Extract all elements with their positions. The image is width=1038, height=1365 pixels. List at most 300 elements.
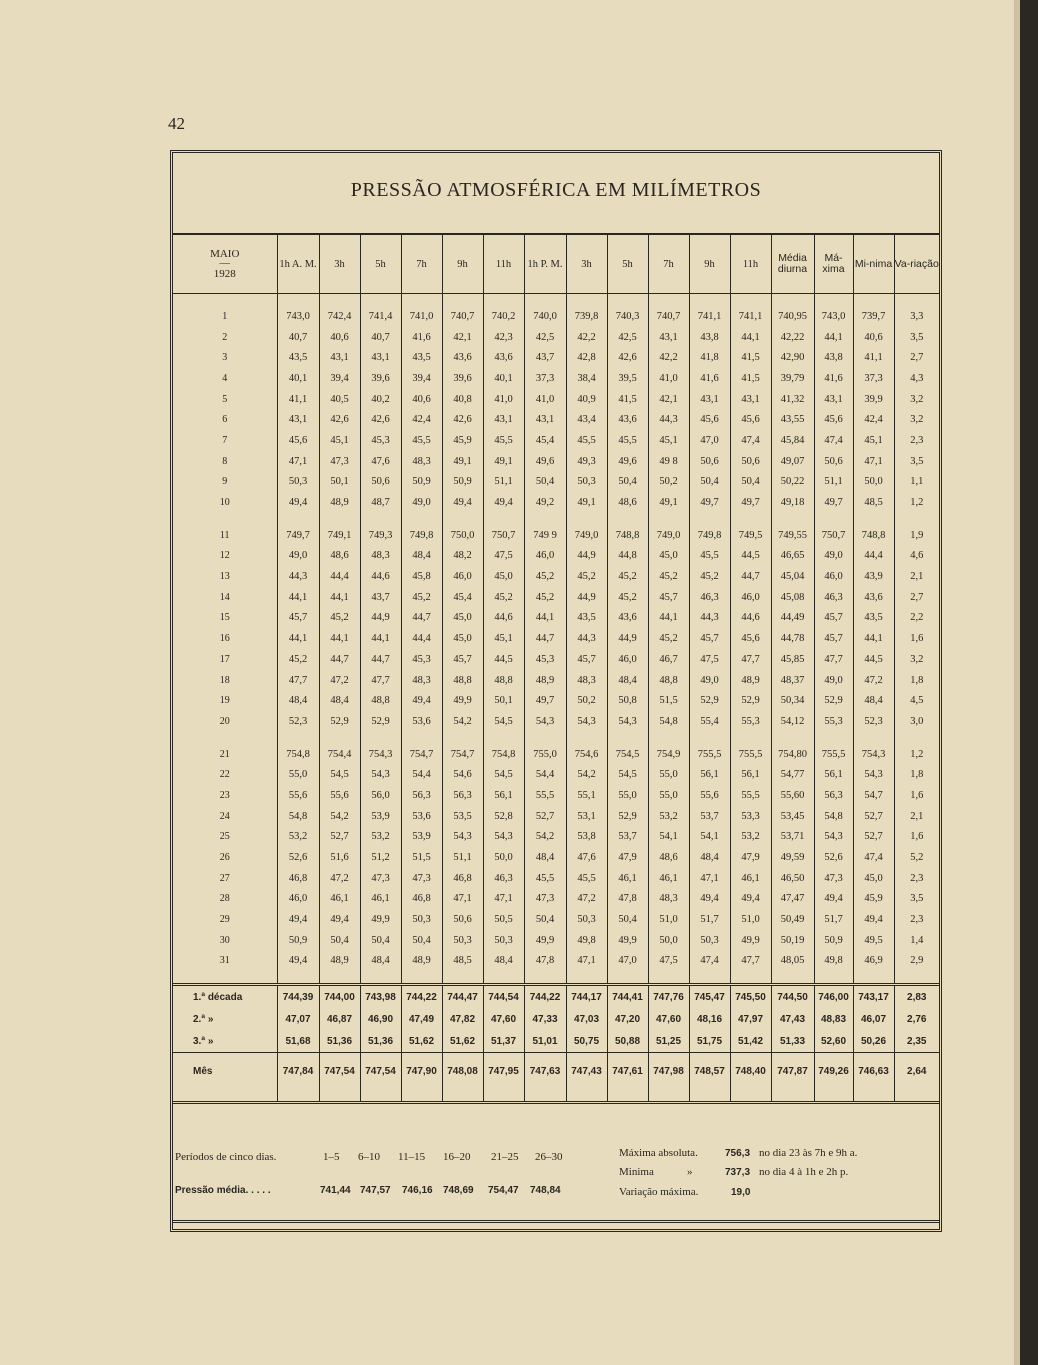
page-number: 42 [168, 114, 185, 133]
day-row [173, 806, 939, 827]
value-cell: 48,9 [401, 951, 442, 972]
value-cell: 48,4 [689, 847, 730, 868]
value-cell: 52,60 [814, 1030, 853, 1053]
value-cell: 48,9 [524, 670, 566, 691]
period-item: 26–30 [535, 1151, 563, 1163]
row-label: 11 [219, 529, 230, 541]
value-cell: 45,2 [524, 587, 566, 608]
pressure-mean-value: 754,47 [488, 1185, 519, 1196]
row-label: 5 [222, 393, 228, 405]
value-cell: 49,1 [442, 451, 483, 472]
value-cell: 45,7 [689, 628, 730, 649]
value-cell: 50,4 [401, 930, 442, 951]
value-cell: 45,1 [853, 430, 894, 451]
value-cell: 45,1 [483, 628, 524, 649]
value-cell: 46,0 [814, 566, 853, 587]
value-cell: 45,5 [689, 546, 730, 567]
value-cell: 46,0 [730, 587, 771, 608]
value-cell [401, 732, 442, 744]
value-cell: 49,9 [607, 930, 648, 951]
value-cell: 748,08 [442, 1053, 483, 1090]
value-cell: 50,6 [360, 472, 401, 493]
day-row [173, 546, 939, 567]
value-cell: 42,1 [442, 327, 483, 348]
value-cell: 54,3 [566, 711, 607, 732]
value-cell: 740,0 [524, 306, 566, 327]
value-cell: 39,6 [360, 368, 401, 389]
value-cell [814, 971, 853, 985]
value-cell: 43,55 [771, 409, 814, 430]
value-cell: 744,22 [401, 985, 442, 1009]
value-cell: 49,8 [814, 951, 853, 972]
value-cell: 48,5 [853, 492, 894, 513]
value-cell [277, 1089, 319, 1103]
value-cell: 37,3 [853, 368, 894, 389]
value-cell: 49,0 [277, 546, 319, 567]
hour-header: 7h [648, 235, 689, 294]
hour-header: 3h [319, 235, 360, 294]
value-cell: 40,1 [483, 368, 524, 389]
value-cell [730, 732, 771, 744]
value-cell [730, 513, 771, 525]
pressure-mean-label: Pressão média. . . . . [175, 1185, 271, 1196]
value-cell [319, 732, 360, 744]
decade-row [173, 1030, 939, 1053]
value-cell: 1,6 [894, 827, 939, 848]
value-cell: 743,0 [277, 306, 319, 327]
value-cell: 49,1 [648, 492, 689, 513]
value-cell: 53,2 [648, 806, 689, 827]
value-cell: 50,4 [689, 472, 730, 493]
value-cell: 1,2 [894, 492, 939, 513]
row-label: 1.ª década [173, 985, 277, 1009]
value-cell: 43,6 [607, 409, 648, 430]
value-cell: 44,6 [483, 608, 524, 629]
day-row [173, 409, 939, 430]
value-cell: 3,5 [894, 889, 939, 910]
value-cell: 55,5 [524, 785, 566, 806]
value-cell: 45,6 [277, 430, 319, 451]
value-cell [814, 732, 853, 744]
value-cell: 54,8 [277, 806, 319, 827]
value-cell: 43,1 [483, 409, 524, 430]
value-cell: 747,61 [607, 1053, 648, 1090]
min-ditto: » [687, 1166, 693, 1178]
value-cell [607, 294, 648, 307]
day-row [173, 744, 939, 765]
day-row [173, 368, 939, 389]
value-cell: 747,76 [648, 985, 689, 1009]
value-cell: 47,2 [319, 868, 360, 889]
value-cell [483, 294, 524, 307]
value-cell: 41,32 [771, 389, 814, 410]
value-cell: 44,5 [853, 649, 894, 670]
value-cell: 44,1 [730, 327, 771, 348]
value-cell: 50,88 [607, 1030, 648, 1053]
day-row [173, 587, 939, 608]
value-cell: 48,9 [319, 492, 360, 513]
value-cell: 52,3 [277, 711, 319, 732]
value-cell: 49,7 [730, 492, 771, 513]
value-cell: 45,7 [814, 608, 853, 629]
value-cell: 55,1 [566, 785, 607, 806]
value-cell: 46,0 [524, 546, 566, 567]
value-cell: 50,4 [524, 909, 566, 930]
value-cell: 47,43 [771, 1008, 814, 1030]
value-cell: 43,1 [319, 347, 360, 368]
value-cell: 43,6 [442, 347, 483, 368]
value-cell: 44,1 [360, 628, 401, 649]
value-cell: 47,0 [689, 430, 730, 451]
value-cell: 45,2 [524, 566, 566, 587]
value-cell [442, 732, 483, 744]
max-abs-value: 756,3 [725, 1148, 751, 1159]
value-cell: 50,6 [814, 451, 853, 472]
value-cell: 52,9 [607, 806, 648, 827]
value-cell: 740,7 [442, 306, 483, 327]
value-cell: 54,4 [401, 764, 442, 785]
spacer-row [173, 294, 939, 307]
value-cell: 46,07 [853, 1008, 894, 1030]
value-cell: 40,2 [360, 389, 401, 410]
row-label [173, 294, 277, 307]
value-cell: 47,47 [771, 889, 814, 910]
value-cell [319, 513, 360, 525]
value-cell: 42,5 [524, 327, 566, 348]
value-cell: 40,9 [566, 389, 607, 410]
row-label: 3.ª » [193, 1035, 214, 1047]
value-cell: 754,6 [566, 744, 607, 765]
value-cell: 45,4 [442, 587, 483, 608]
value-cell: 50,2 [648, 472, 689, 493]
value-cell: 46,1 [730, 868, 771, 889]
value-cell: 49,4 [401, 690, 442, 711]
value-cell: 41,6 [814, 368, 853, 389]
value-cell: 49,7 [689, 492, 730, 513]
value-cell: 754,5 [607, 744, 648, 765]
value-cell [689, 294, 730, 307]
value-cell: 3,5 [894, 451, 939, 472]
value-cell: 43,1 [648, 327, 689, 348]
value-cell: 754,7 [401, 744, 442, 765]
value-cell: 45,7 [648, 587, 689, 608]
value-cell: 44,7 [730, 566, 771, 587]
value-cell [689, 732, 730, 744]
value-cell [648, 513, 689, 525]
value-cell: 750,7 [483, 525, 524, 546]
value-cell: 50,9 [401, 472, 442, 493]
day-row [173, 628, 939, 649]
row-label: 20 [219, 715, 230, 727]
value-cell: 43,5 [277, 347, 319, 368]
value-cell: 47,0 [607, 951, 648, 972]
value-cell: 52,9 [689, 690, 730, 711]
value-cell: 46,8 [401, 889, 442, 910]
value-cell: 48,8 [360, 690, 401, 711]
value-cell: 46,0 [607, 649, 648, 670]
value-cell: 42,4 [401, 409, 442, 430]
value-cell: 40,1 [277, 368, 319, 389]
value-cell: 49,0 [814, 546, 853, 567]
value-cell: 49,1 [566, 492, 607, 513]
value-cell: 45,6 [689, 409, 730, 430]
value-cell: 42,22 [771, 327, 814, 348]
value-cell: 45,5 [524, 868, 566, 889]
value-cell: 44,1 [814, 327, 853, 348]
value-cell: 54,1 [648, 827, 689, 848]
period-item: 6–10 [358, 1151, 380, 1163]
value-cell: 56,3 [401, 785, 442, 806]
hour-header: 3h [566, 235, 607, 294]
value-cell: 42,4 [853, 409, 894, 430]
value-cell [566, 294, 607, 307]
value-cell: 39,6 [442, 368, 483, 389]
value-cell: 747,54 [319, 1053, 360, 1090]
value-cell [689, 1089, 730, 1103]
value-cell [277, 732, 319, 744]
value-cell: 48,3 [566, 670, 607, 691]
value-cell: 40,8 [442, 389, 483, 410]
value-cell: 47,8 [524, 951, 566, 972]
hour-header: 11h [730, 235, 771, 294]
value-cell: 44,1 [277, 628, 319, 649]
value-cell: 45,5 [566, 868, 607, 889]
value-cell: 51,25 [648, 1030, 689, 1053]
value-cell: 52,7 [853, 806, 894, 827]
value-cell: 48,4 [607, 670, 648, 691]
value-cell: 51,42 [730, 1030, 771, 1053]
page-title: PRESSÃO ATMOSFÉRICA EM MILÍMETROS [350, 179, 762, 201]
value-cell: 48,8 [648, 670, 689, 691]
value-cell: 55,3 [730, 711, 771, 732]
value-cell: 54,77 [771, 764, 814, 785]
value-cell [607, 1089, 648, 1103]
row-label: 7 [222, 434, 228, 446]
value-cell: 2,2 [894, 608, 939, 629]
value-cell: 50,4 [730, 472, 771, 493]
value-cell: 46,87 [319, 1008, 360, 1030]
value-cell: 46,1 [360, 889, 401, 910]
value-cell: 48,4 [401, 546, 442, 567]
value-cell: 1,6 [894, 785, 939, 806]
value-cell: 42,6 [319, 409, 360, 430]
value-cell [442, 971, 483, 985]
value-cell: 53,9 [360, 806, 401, 827]
value-cell: 43,7 [360, 587, 401, 608]
value-cell: 50,5 [483, 909, 524, 930]
day-row [173, 711, 939, 732]
row-label: 4 [222, 372, 228, 384]
value-cell: 55,6 [319, 785, 360, 806]
value-cell: 52,9 [814, 690, 853, 711]
value-cell: 741,0 [401, 306, 442, 327]
value-cell: 43,1 [814, 389, 853, 410]
value-cell: 55,60 [771, 785, 814, 806]
value-cell: 47,3 [524, 889, 566, 910]
row-label: 15 [219, 612, 230, 624]
value-cell: 740,95 [771, 306, 814, 327]
value-cell: 50,2 [566, 690, 607, 711]
row-label: 31 [219, 955, 230, 967]
value-cell: 50,75 [566, 1030, 607, 1053]
value-cell: 51,1 [442, 847, 483, 868]
media-diurna-header: Média diurna [771, 235, 814, 294]
value-cell: 39,79 [771, 368, 814, 389]
day-row [173, 951, 939, 972]
value-cell: 749,8 [689, 525, 730, 546]
value-cell [319, 1089, 360, 1103]
value-cell: 48,6 [607, 492, 648, 513]
value-cell: 2,35 [894, 1030, 939, 1053]
spacer-row [173, 971, 939, 985]
value-cell: 754,7 [442, 744, 483, 765]
value-cell: 45,2 [648, 628, 689, 649]
month-label: MAIO [210, 248, 240, 260]
value-cell: 49,5 [853, 930, 894, 951]
value-cell: 48,6 [648, 847, 689, 868]
value-cell: 49,2 [524, 492, 566, 513]
row-label: 18 [219, 674, 230, 686]
value-cell: 45,2 [607, 566, 648, 587]
value-cell: 50,3 [483, 930, 524, 951]
value-cell: 49,9 [730, 930, 771, 951]
value-cell: 49,6 [524, 451, 566, 472]
value-cell: 44,1 [277, 587, 319, 608]
value-cell: 50,3 [277, 472, 319, 493]
value-cell: 49,8 [566, 930, 607, 951]
value-cell: 41,1 [853, 347, 894, 368]
value-cell: 749 9 [524, 525, 566, 546]
value-cell [566, 732, 607, 744]
value-cell: 754,3 [853, 744, 894, 765]
day-row [173, 608, 939, 629]
value-cell: 746,00 [814, 985, 853, 1009]
value-cell: 49,7 [524, 690, 566, 711]
value-cell [524, 513, 566, 525]
value-cell: 44,7 [360, 649, 401, 670]
day-row [173, 649, 939, 670]
row-label [173, 971, 277, 985]
value-cell: 1,6 [894, 628, 939, 649]
value-cell: 54,2 [442, 711, 483, 732]
value-cell [483, 732, 524, 744]
value-cell [483, 513, 524, 525]
value-cell [648, 732, 689, 744]
row-label: 10 [219, 497, 230, 509]
value-cell: 45,7 [442, 649, 483, 670]
value-cell: 43,1 [689, 389, 730, 410]
value-cell: 44,4 [401, 628, 442, 649]
row-label: 1 [222, 310, 228, 322]
value-cell: 43,7 [524, 347, 566, 368]
value-cell: 54,6 [442, 764, 483, 785]
value-cell: 45,0 [853, 868, 894, 889]
value-cell: 51,6 [319, 847, 360, 868]
day-row [173, 868, 939, 889]
value-cell: 45,0 [442, 608, 483, 629]
value-cell: 50,26 [853, 1030, 894, 1053]
value-cell: 48,05 [771, 951, 814, 972]
value-cell: 47,1 [277, 451, 319, 472]
value-cell: 51,36 [360, 1030, 401, 1053]
value-cell: 51,62 [401, 1030, 442, 1053]
value-cell: 51,33 [771, 1030, 814, 1053]
value-cell: 45,5 [607, 430, 648, 451]
value-cell: 52,9 [730, 690, 771, 711]
hour-header: 5h [607, 235, 648, 294]
value-cell: 40,7 [360, 327, 401, 348]
value-cell: 47,9 [730, 847, 771, 868]
value-cell: 44,7 [319, 649, 360, 670]
row-label [173, 1089, 277, 1103]
row-label: 17 [219, 653, 230, 665]
value-cell: 3,2 [894, 409, 939, 430]
value-cell: 754,8 [483, 744, 524, 765]
value-cell [689, 513, 730, 525]
value-cell: 2,83 [894, 985, 939, 1009]
bottom-rule [173, 1220, 939, 1223]
value-cell: 49,9 [524, 930, 566, 951]
value-cell: 45,08 [771, 587, 814, 608]
value-cell: 49 8 [648, 451, 689, 472]
value-cell: 49,0 [401, 492, 442, 513]
value-cell: 47,60 [483, 1008, 524, 1030]
hour-header: 11h [483, 235, 524, 294]
value-cell: 2,1 [894, 566, 939, 587]
value-cell: 48,5 [442, 951, 483, 972]
pressure-mean-value: 748,69 [443, 1185, 474, 1196]
value-cell: 750,7 [814, 525, 853, 546]
value-cell: 56,3 [442, 785, 483, 806]
value-cell: 44,9 [566, 587, 607, 608]
value-cell: 2,3 [894, 868, 939, 889]
value-cell: 40,6 [401, 389, 442, 410]
value-cell: 40,5 [319, 389, 360, 410]
value-cell: 741,4 [360, 306, 401, 327]
value-cell: 52,8 [483, 806, 524, 827]
row-label [173, 513, 277, 525]
header-row [173, 235, 939, 294]
pressure-mean-value: 741,44 [320, 1185, 351, 1196]
value-cell [360, 294, 401, 307]
value-cell: 47,1 [442, 889, 483, 910]
value-cell: 47,3 [401, 868, 442, 889]
value-cell: 43,1 [524, 409, 566, 430]
value-cell [894, 513, 939, 525]
value-cell: 50,0 [648, 930, 689, 951]
value-cell: 745,50 [730, 985, 771, 1009]
value-cell: 2,3 [894, 430, 939, 451]
value-cell: 47,2 [319, 670, 360, 691]
value-cell: 51,37 [483, 1030, 524, 1053]
row-label: 22 [219, 769, 230, 781]
value-cell: 47,6 [566, 847, 607, 868]
value-cell: 47,60 [648, 1008, 689, 1030]
value-cell: 52,7 [853, 827, 894, 848]
value-cell: 748,8 [607, 525, 648, 546]
value-cell: 3,2 [894, 649, 939, 670]
value-cell: 56,0 [360, 785, 401, 806]
value-cell: 54,2 [566, 764, 607, 785]
value-cell: 42,5 [607, 327, 648, 348]
row-label: 29 [219, 914, 230, 926]
value-cell: 50,49 [771, 909, 814, 930]
value-cell: 749,55 [771, 525, 814, 546]
value-cell: 48,4 [360, 951, 401, 972]
day-row [173, 472, 939, 493]
value-cell: 47,5 [689, 649, 730, 670]
dash-divider: — [219, 258, 230, 269]
